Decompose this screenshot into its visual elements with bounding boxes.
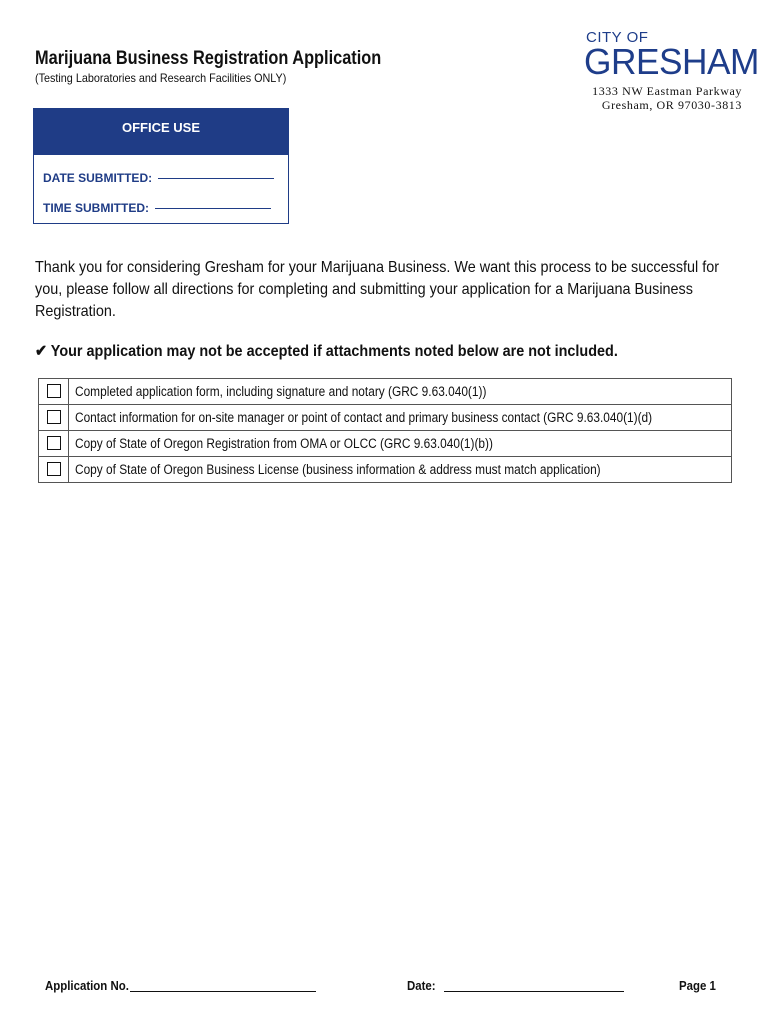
date-submitted-label: DATE SUBMITTED:	[43, 171, 153, 185]
checklist-row	[39, 405, 732, 431]
application-number-field[interactable]	[130, 991, 316, 992]
checklist-item-label: Contact information for on-site manager or point of contact and primary business contact (GRC 9.63.040(1)(d)	[75, 410, 653, 425]
date-row	[407, 978, 624, 993]
checkmark-icon: ✔	[35, 343, 48, 360]
checkbox[interactable]	[47, 462, 61, 476]
warning-text: Your application may not be accepted if attachments noted below are not included.	[50, 343, 618, 360]
attachments-warning	[35, 341, 618, 361]
checklist-item-label: Completed application form, including signature and notary (GRC 9.63.040(1))	[75, 384, 487, 399]
checklist-item-label: Copy of State of Oregon Business License (business information & address must match application)	[75, 462, 601, 477]
date-field[interactable]	[444, 991, 624, 992]
date-label: Date:	[407, 978, 436, 993]
checkbox[interactable]	[47, 410, 61, 424]
city-address	[592, 84, 742, 112]
form-subtitle: (Testing Laboratories and Research Facilities ONLY)	[35, 71, 287, 85]
logo-gresham: GRESHAM	[584, 41, 759, 82]
application-number-row	[45, 978, 316, 993]
form-title: Marijuana Business Registration Application	[35, 48, 382, 69]
checklist-item-label: Copy of State of Oregon Registration from OMA or OLCC (GRC 9.63.040(1)(b))	[75, 436, 494, 451]
checklist-row	[39, 457, 732, 483]
date-submitted-row	[43, 171, 274, 185]
checklist-row	[39, 431, 732, 457]
office-use-heading: OFFICE USE	[34, 109, 288, 155]
page-number: Page 1	[679, 978, 716, 993]
time-submitted-row	[43, 201, 271, 215]
address-line-1: 1333 NW Eastman Parkway	[592, 84, 742, 98]
attachments-checklist	[38, 378, 732, 483]
logo-city-of: CITY OF	[586, 29, 649, 46]
checkbox[interactable]	[47, 384, 61, 398]
time-submitted-field[interactable]	[155, 208, 271, 209]
city-of-gresham-logo	[584, 29, 759, 82]
time-submitted-label: TIME SUBMITTED:	[43, 201, 149, 215]
office-use-box	[33, 108, 289, 224]
address-line-2: Gresham, OR 97030-3813	[601, 98, 742, 112]
checkbox[interactable]	[47, 436, 61, 450]
checklist-row	[39, 379, 732, 405]
date-submitted-field[interactable]	[158, 178, 274, 179]
application-number-label: Application No.	[45, 978, 129, 993]
intro-paragraph: Thank you for considering Gresham for your Marijuana Business. We want this process to be successful for you, please follow all directions for completing and submitting your application for a Marijuana Business Registration.	[35, 259, 720, 320]
